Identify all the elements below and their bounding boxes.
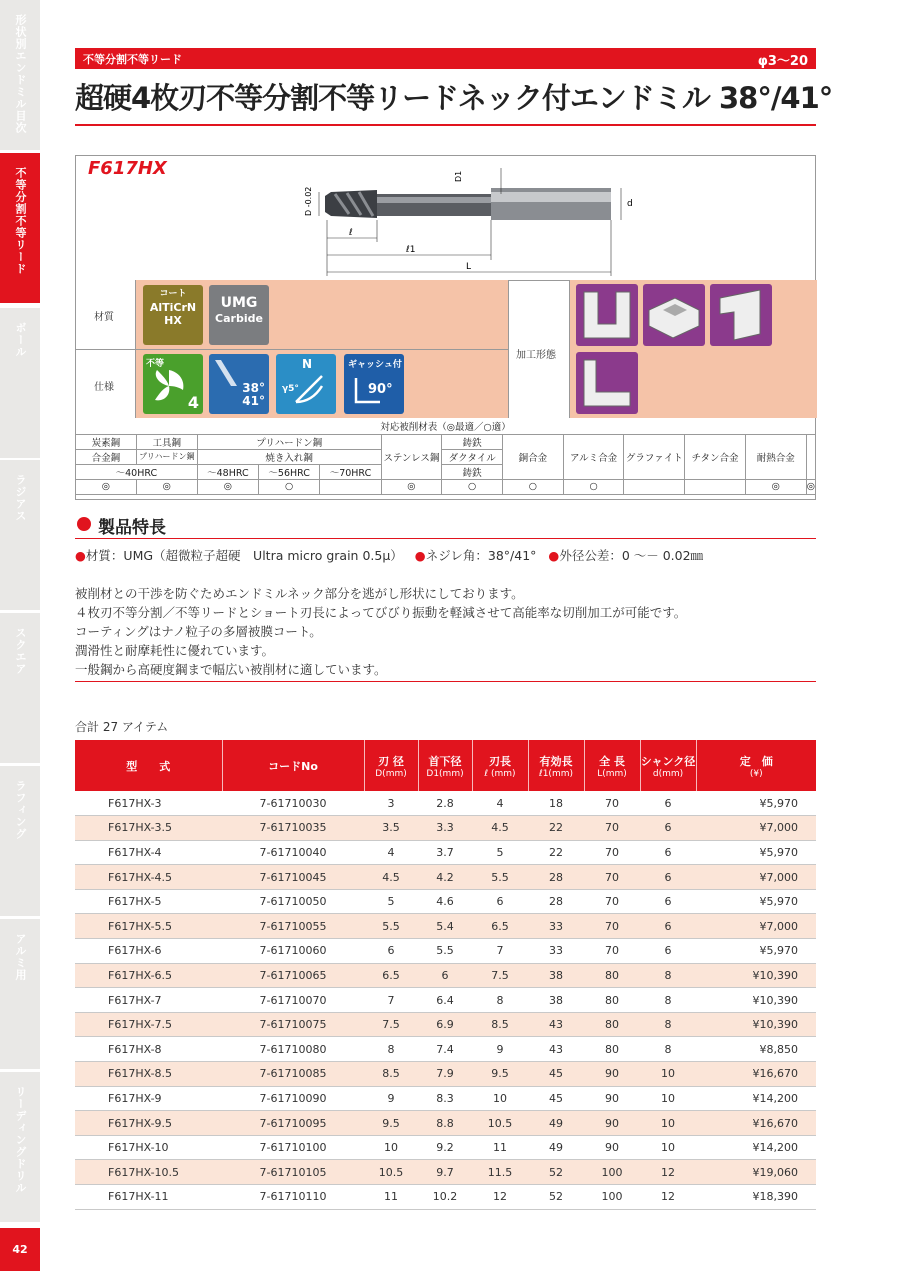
endmill-diagram <box>291 164 801 280</box>
table-cell: 28 <box>528 865 584 890</box>
mat-alloy-steel: 合金鋼 <box>76 449 137 464</box>
table-cell: 8 <box>472 988 528 1013</box>
side-cut-icon <box>710 284 772 346</box>
table-cell: 9.5 <box>472 1062 528 1087</box>
side-tab[interactable]: 形状別エンドミル目次 <box>0 0 40 150</box>
table-cell: 33 <box>528 939 584 964</box>
table-cell: 7 <box>472 939 528 964</box>
table-cell: 5.5 <box>418 939 472 964</box>
mat-hardened: 焼き入れ鋼 <box>197 449 381 464</box>
table-cell: 6 <box>364 939 418 964</box>
table-cell: ¥18,390 <box>696 1185 816 1210</box>
table-cell: 7-61710035 <box>222 816 364 841</box>
table-cell: F617HX-4 <box>75 840 222 865</box>
mark: ◎ <box>76 479 137 494</box>
table-cell: 6 <box>418 963 472 988</box>
table-cell: 10 <box>640 1086 696 1111</box>
materials-table <box>75 419 816 495</box>
mark: ◎ <box>745 479 806 494</box>
table-cell: 80 <box>584 1012 640 1037</box>
slot-icon <box>576 284 638 346</box>
mat-stainless: ステンレス鋼 <box>381 434 442 479</box>
table-cell: ¥10,390 <box>696 988 816 1013</box>
side-tab[interactable]: リーディングドリル <box>0 1072 40 1222</box>
table-cell: 7.4 <box>418 1037 472 1062</box>
table-cell: 11 <box>364 1185 418 1210</box>
table-cell: ¥10,390 <box>696 1012 816 1037</box>
table-cell: ¥8,850 <box>696 1037 816 1062</box>
table-row <box>75 1160 816 1185</box>
table-cell: 8 <box>364 1037 418 1062</box>
table-cell: F617HX-11 <box>75 1185 222 1210</box>
table-cell: 45 <box>528 1086 584 1111</box>
table-cell: 8 <box>640 1037 696 1062</box>
spec-label: 仕様 <box>94 382 114 393</box>
feature-bullet <box>77 517 91 531</box>
table-cell: 22 <box>528 816 584 841</box>
table-cell: 18 <box>528 791 584 816</box>
side-tab[interactable]: 不等分割不等リード <box>0 153 40 303</box>
table-cell: 8 <box>640 1012 696 1037</box>
table-cell: 7-61710065 <box>222 963 364 988</box>
dim-D: D -0.02 <box>304 186 313 216</box>
table-cell: 4.5 <box>472 816 528 841</box>
product-table <box>75 740 816 1210</box>
table-cell: 11 <box>472 1135 528 1160</box>
table-cell: 7-61710060 <box>222 939 364 964</box>
table-cell: 7-61710080 <box>222 1037 364 1062</box>
col-effective-length: 有効長 ℓ1(mm) <box>528 740 584 791</box>
table-cell: ¥10,390 <box>696 963 816 988</box>
side-tab[interactable]: アルミ用 <box>0 919 40 1069</box>
col-code: コードNo <box>222 740 364 791</box>
table-cell: 7-61710055 <box>222 914 364 939</box>
mark: ◎ <box>197 479 258 494</box>
table-cell: 28 <box>528 889 584 914</box>
table-cell: 38 <box>528 963 584 988</box>
table-cell: 3.5 <box>364 816 418 841</box>
mat-cast-iron-2: 鋳鉄 <box>442 464 503 479</box>
table-cell: 9.2 <box>418 1135 472 1160</box>
helix-badge: 38° 41° <box>209 354 269 414</box>
pocket-icon <box>643 284 705 346</box>
table-cell: F617HX-6 <box>75 939 222 964</box>
table-cell: 3.3 <box>418 816 472 841</box>
table-cell: 38 <box>528 988 584 1013</box>
table-cell: ¥14,200 <box>696 1135 816 1160</box>
table-cell: ¥5,970 <box>696 939 816 964</box>
table-row <box>75 816 816 841</box>
table-cell: 70 <box>584 816 640 841</box>
table-row <box>75 791 816 816</box>
spec-material: 材質：UMG（超微粒子超硬 Ultra micro grain 0.5μ） <box>85 548 403 563</box>
table-cell: 5.5 <box>472 865 528 890</box>
table-cell: 45 <box>528 1062 584 1087</box>
table-cell: ¥14,200 <box>696 1086 816 1111</box>
table-cell: 6.4 <box>418 988 472 1013</box>
table-cell: 4.6 <box>418 889 472 914</box>
table-cell: 90 <box>584 1086 640 1111</box>
table-cell: 5.5 <box>364 914 418 939</box>
page-title: 超硬4枚刃不等分割不等リードネック付エンドミル 38°/41° <box>75 81 833 115</box>
table-cell: 6 <box>640 816 696 841</box>
table-cell: 7-61710040 <box>222 840 364 865</box>
table-cell: 7-61710050 <box>222 889 364 914</box>
table-cell: 7-61710100 <box>222 1135 364 1160</box>
neck-badge: N γ5° <box>276 354 336 414</box>
table-cell: ¥19,060 <box>696 1160 816 1185</box>
hrc-40: 〜40HRC <box>76 464 198 479</box>
table-cell: F617HX-5 <box>75 889 222 914</box>
table-cell: F617HX-8.5 <box>75 1062 222 1087</box>
table-cell: 7-61710030 <box>222 791 364 816</box>
category-label: 不等分割不等リード <box>83 53 182 66</box>
table-cell: 6.9 <box>418 1012 472 1037</box>
table-cell: 8 <box>640 988 696 1013</box>
table-row <box>75 1012 816 1037</box>
table-cell: 4.2 <box>418 865 472 890</box>
table-cell: 9.5 <box>364 1111 418 1136</box>
mark <box>685 479 746 494</box>
table-row <box>75 1135 816 1160</box>
suitability-row <box>76 479 816 494</box>
size-range: φ3〜20 <box>757 54 808 69</box>
mark: ○ <box>563 479 624 494</box>
feature-description <box>75 584 686 679</box>
table-row <box>75 1062 816 1087</box>
desc-line: 被削材との干渉を防ぐためエンドミルネック部分を逃がし形状にしております。 <box>75 586 524 601</box>
table-cell: 49 <box>528 1135 584 1160</box>
table-cell: 80 <box>584 988 640 1013</box>
table-cell: F617HX-10 <box>75 1135 222 1160</box>
table-cell: 49 <box>528 1111 584 1136</box>
table-cell: 6 <box>640 914 696 939</box>
table-cell: F617HX-7.5 <box>75 1012 222 1037</box>
table-cell: 5 <box>472 840 528 865</box>
table-cell: 70 <box>584 914 640 939</box>
table-cell: 10 <box>472 1086 528 1111</box>
table-cell: F617HX-6.5 <box>75 963 222 988</box>
desc-line: 一般鋼から高硬度鋼まで幅広い被削材に適しています。 <box>75 662 387 677</box>
table-cell: 7-61710095 <box>222 1111 364 1136</box>
table-cell: 9 <box>472 1037 528 1062</box>
hrc-70: 〜70HRC <box>320 464 381 479</box>
col-neck: 首下径 D1(mm) <box>418 740 472 791</box>
table-cell: 10.5 <box>472 1111 528 1136</box>
table-row <box>75 889 816 914</box>
side-tab[interactable]: ボール <box>0 308 40 458</box>
table-cell: 3 <box>364 791 418 816</box>
spec-tolerance: 外径公差：0 〜－ 0.02㎜ <box>559 548 704 563</box>
table-cell: 70 <box>584 939 640 964</box>
table-row <box>75 865 816 890</box>
mat-prehardened: プリハードン鋼 <box>197 434 381 449</box>
table-cell: 10 <box>364 1135 418 1160</box>
table-cell: 52 <box>528 1160 584 1185</box>
table-row <box>75 914 816 939</box>
cutter-shape <box>325 190 377 218</box>
table-row <box>75 1037 816 1062</box>
table-cell: ¥5,970 <box>696 840 816 865</box>
dim-L: L <box>466 262 472 272</box>
side-index <box>0 0 40 1271</box>
table-row <box>75 939 816 964</box>
col-price: 定 価 (¥) <box>696 740 816 791</box>
table-cell: 43 <box>528 1012 584 1037</box>
table-cell: 90 <box>584 1111 640 1136</box>
table-cell: 6 <box>640 865 696 890</box>
col-overall-length: 全 長 L(mm) <box>584 740 640 791</box>
table-cell: 70 <box>584 791 640 816</box>
col-flute-length: 刃長 ℓ (mm) <box>472 740 528 791</box>
table-cell: 7 <box>364 988 418 1013</box>
table-cell: 70 <box>584 865 640 890</box>
mark: ○ <box>442 479 503 494</box>
gash-badge: ギャッシュ付 90° <box>344 354 404 414</box>
table-cell: 6.5 <box>472 914 528 939</box>
desc-line: ４枚刃不等分割／不等リードとショート刃長によってびびり振動を軽減させて高能率な切削加工が可能です。 <box>75 605 687 620</box>
dim-d: d <box>627 199 633 209</box>
feature-divider-bottom <box>75 681 816 682</box>
table-cell: 90 <box>584 1135 640 1160</box>
table-row <box>75 963 816 988</box>
mat-prehardened-2: プリハードン鋼 <box>136 449 197 464</box>
side-tab[interactable]: ラフィング <box>0 766 40 916</box>
table-cell: 12 <box>640 1185 696 1210</box>
table-cell: ¥7,000 <box>696 816 816 841</box>
col-diameter: 刃 径 D(mm) <box>364 740 418 791</box>
desc-line: 潤滑性と耐摩耗性に優れています。 <box>75 643 275 658</box>
side-tab[interactable]: スクエア <box>0 613 40 763</box>
table-cell: 10 <box>640 1111 696 1136</box>
spec-helix: ネジレ角：38°/41° <box>425 548 537 563</box>
table-cell: 12 <box>640 1160 696 1185</box>
table-cell: 7-61710105 <box>222 1160 364 1185</box>
product-code: F617HX <box>88 158 167 179</box>
table-cell: F617HX-3.5 <box>75 816 222 841</box>
feature-specs: ●材質：UMG（超微粒子超硬 Ultra micro grain 0.5μ） ●ネジレ角：38°/41° ●外径公差：0 〜－ 0.02㎜ <box>75 548 704 563</box>
table-cell: 7-61710090 <box>222 1086 364 1111</box>
table-cell: 7.9 <box>418 1062 472 1087</box>
table-row <box>75 1185 816 1210</box>
table-cell: 7-61710070 <box>222 988 364 1013</box>
table-cell: ¥16,670 <box>696 1062 816 1087</box>
mark: ○ <box>503 479 564 494</box>
table-cell: 90 <box>584 1062 640 1087</box>
flute-icon <box>149 366 189 406</box>
table-cell: 4 <box>472 791 528 816</box>
feature-divider <box>75 538 816 539</box>
title-divider <box>75 124 816 126</box>
mark <box>320 479 381 494</box>
table-cell: 9 <box>364 1086 418 1111</box>
material-label: 材質 <box>94 312 114 323</box>
table-cell: 80 <box>584 1037 640 1062</box>
table-cell: ¥7,000 <box>696 865 816 890</box>
hrc-56: 〜56HRC <box>259 464 320 479</box>
table-cell: 11.5 <box>472 1160 528 1185</box>
table-cell: F617HX-3 <box>75 791 222 816</box>
dim-l: ℓ <box>349 228 353 238</box>
table-cell: 7-61710085 <box>222 1062 364 1087</box>
table-cell: F617HX-9.5 <box>75 1111 222 1136</box>
mat-aluminum: アルミ合金 <box>563 434 624 479</box>
table-cell: F617HX-4.5 <box>75 865 222 890</box>
table-row <box>75 1086 816 1111</box>
table-cell: 8.8 <box>418 1111 472 1136</box>
table-cell: 6 <box>472 889 528 914</box>
carbide-badge: UMG Carbide <box>209 285 269 345</box>
table-cell: 10 <box>640 1135 696 1160</box>
table-row <box>75 1111 816 1136</box>
table-cell: F617HX-10.5 <box>75 1160 222 1185</box>
table-cell: 7-61710075 <box>222 1012 364 1037</box>
table-cell: 7-61710110 <box>222 1185 364 1210</box>
table-cell: 7.5 <box>472 963 528 988</box>
table-cell: 22 <box>528 840 584 865</box>
mat-heat-resistant: 耐熱合金 <box>745 434 806 479</box>
table-cell: 6 <box>640 939 696 964</box>
mark: ◎ <box>806 481 815 492</box>
mark <box>624 479 685 494</box>
table-cell: ¥16,670 <box>696 1111 816 1136</box>
table-cell: 12 <box>472 1185 528 1210</box>
table-cell: 33 <box>528 914 584 939</box>
mark: ◎ <box>136 479 197 494</box>
category-bar <box>75 48 816 69</box>
mat-cast-iron: 鋳鉄 <box>442 434 503 449</box>
table-cell: 8.5 <box>364 1062 418 1087</box>
mark: ◎ <box>381 479 442 494</box>
table-cell: 8.3 <box>418 1086 472 1111</box>
table-cell: 5.4 <box>418 914 472 939</box>
table-row <box>75 840 816 865</box>
table-cell: 8.5 <box>472 1012 528 1037</box>
desc-line: コーティングはナノ粒子の多層被膜コート。 <box>75 624 322 639</box>
mat-carbon-steel: 炭素鋼 <box>76 434 137 449</box>
table-cell: ¥5,970 <box>696 889 816 914</box>
table-cell: 6 <box>640 889 696 914</box>
mat-ductile: ダクタイル <box>442 449 503 464</box>
mark: ○ <box>259 479 320 494</box>
table-cell: 5 <box>364 889 418 914</box>
table-cell: ¥7,000 <box>696 914 816 939</box>
col-shank: シャンク径 d(mm) <box>640 740 696 791</box>
table-cell: F617HX-5.5 <box>75 914 222 939</box>
helix-icon <box>211 358 241 388</box>
feature-heading: 製品特長 <box>98 518 166 538</box>
dim-D1: D1 <box>454 170 463 182</box>
mat-graphite: グラファイト <box>624 434 685 479</box>
table-cell: 70 <box>584 840 640 865</box>
table-cell: ¥5,970 <box>696 791 816 816</box>
materials-caption: 対応被削材表（◎最適／○適） <box>76 419 816 434</box>
mat-titanium: チタン合金 <box>685 434 746 479</box>
table-cell: 4.5 <box>364 865 418 890</box>
table-cell: 100 <box>584 1185 640 1210</box>
table-cell: 3.7 <box>418 840 472 865</box>
table-cell: 9.7 <box>418 1160 472 1185</box>
table-cell: 4 <box>364 840 418 865</box>
table-cell: 7-61710045 <box>222 865 364 890</box>
hrc-48: 〜48HRC <box>197 464 258 479</box>
item-total: 合計 27 アイテム <box>75 720 169 734</box>
dim-l1: ℓ1 <box>406 245 416 255</box>
table-cell: 6.5 <box>364 963 418 988</box>
table-row <box>75 988 816 1013</box>
table-cell: 10.5 <box>364 1160 418 1185</box>
table-cell: 10.2 <box>418 1185 472 1210</box>
flute-badge: 不等 4 <box>143 354 203 414</box>
table-cell: 70 <box>584 889 640 914</box>
machining-label: 加工形態 <box>516 350 556 361</box>
side-tab[interactable]: ラジアス <box>0 460 40 610</box>
coat-badge: コート AlTiCrN HX <box>143 285 203 345</box>
page-number: 42 <box>0 1228 40 1271</box>
shoulder-icon <box>576 352 638 414</box>
table-cell: 43 <box>528 1037 584 1062</box>
mat-tool-steel: 工具鋼 <box>136 434 197 449</box>
mat-copper: 銅合金 <box>503 434 564 479</box>
table-cell: 2.8 <box>418 791 472 816</box>
table-cell: F617HX-9 <box>75 1086 222 1111</box>
col-model: 型 式 <box>75 740 222 791</box>
table-cell: 10 <box>640 1062 696 1087</box>
table-cell: 8 <box>640 963 696 988</box>
table-cell: 7.5 <box>364 1012 418 1037</box>
table-cell: 100 <box>584 1160 640 1185</box>
table-cell: 52 <box>528 1185 584 1210</box>
table-cell: 80 <box>584 963 640 988</box>
table-cell: F617HX-7 <box>75 988 222 1013</box>
table-cell: F617HX-8 <box>75 1037 222 1062</box>
table-cell: 6 <box>640 791 696 816</box>
table-cell: 6 <box>640 840 696 865</box>
